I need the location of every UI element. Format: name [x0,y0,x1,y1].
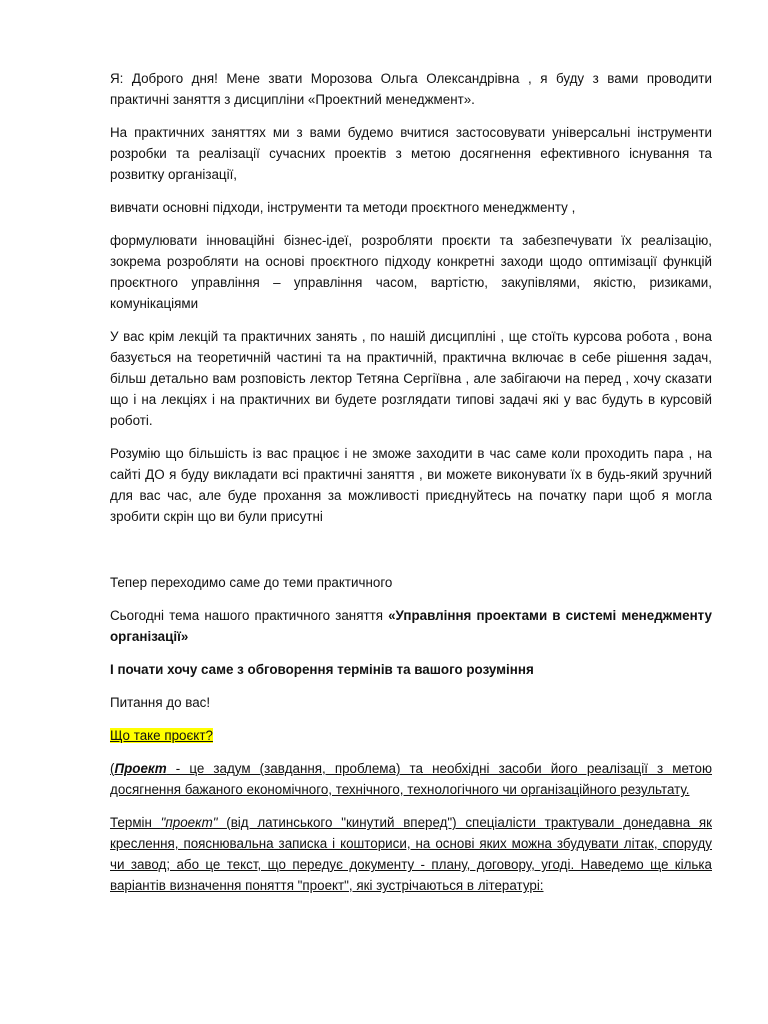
topic-transition: Тепер переходимо саме до теми практичного [110,575,393,590]
term-origin-word: "проект" [160,815,218,830]
document-page [110,68,712,908]
term-origin-text: (від латинського "кинутий вперед") спеціалісти трактували донедавна як креслення, пояснювальна записка і кошториси, на основі яких можна збудувати літак, споруду чи завод; або це текст, що передує документу - плану, договору, угоді. Наведемо ще кілька варіантів визначення поняття "проект", які зустрічаються в літературі: [110,815,712,893]
topic-question-intro: Питання до вас! [110,695,211,710]
paragraph-gap [110,539,712,572]
topic-title [110,605,712,647]
intro-attendance: Розумію що більшість із вас працює і не зможе заходити в час саме коли проходить пара , на сайті ДО я буду викладати всі практичні заняття , ви можете виконувати їх в будь-який зручний для вас час, але буде прохання за можливості приєднуйтесь на початку пари щоб я могла зробити скрін що ви були присутні [110,446,712,524]
intro-innovation: формулювати інноваційні бізнес-ідеї, розробляти проєкти та забезпечувати їх реалізацію, зокрема розробляти на основі проєктного підходу конкретні заходи щодо оптимізації функцій проєктного управління – управління часом, вартістю, закупівлями, якістю, ризиками, комунікаціями [110,233,712,311]
topic-title-lead: Сьогодні тема нашого практичного заняття [110,608,389,623]
term-origin-lead: Термін [110,815,161,830]
topic-title-name: «Управління проектами в системі менеджменту організації» [110,608,712,644]
definition-term: Проект [114,761,167,776]
intro-coursework: У вас крім лекцій та практичних занять , по нашій дисципліні , ще стоїть курсова робота , вона базується на теоретичній частині та на практичній, практична включає в себе рішення задач, більш детально вам розповість лектор Тетяна Сергіївна , але забігаючи на перед , хочу сказати що і на лекціях і на практичних ви будете розглядати типові задачі які у вас будуть в курсовій роботі. [110,329,712,428]
term-origin [110,812,712,896]
definition-text: - це задум (завдання, проблема) та необхідні засоби його реалізації з метою досягнення бажаного економічного, технічного, технологічного чи організаційного результату. [110,761,712,797]
project-definition [110,758,712,800]
intro-greeting: Я: Доброго дня! Мене звати Морозова Ольга Олександрівна , я буду з вами проводити практичні заняття з дисципліни «Проектний менеджмент». [110,71,712,107]
intro-goals: На практичних заняттях ми з вами будемо вчитися застосовувати універсальні інструменти розробки та реалізації сучасних проектів з метою досягнення ефективного існування та розвитку організації, [110,125,712,182]
definition-open-paren: ( [110,761,115,776]
topic-question [110,725,712,746]
highlighted-question: Що таке проєкт? [110,728,213,743]
intro-study-methods: вивчати основні підходи, інструменти та методи проєктного менеджменту , [110,200,576,215]
topic-discussion: І почати хочу саме з обговорення термінів та вашого розуміння [110,662,534,677]
